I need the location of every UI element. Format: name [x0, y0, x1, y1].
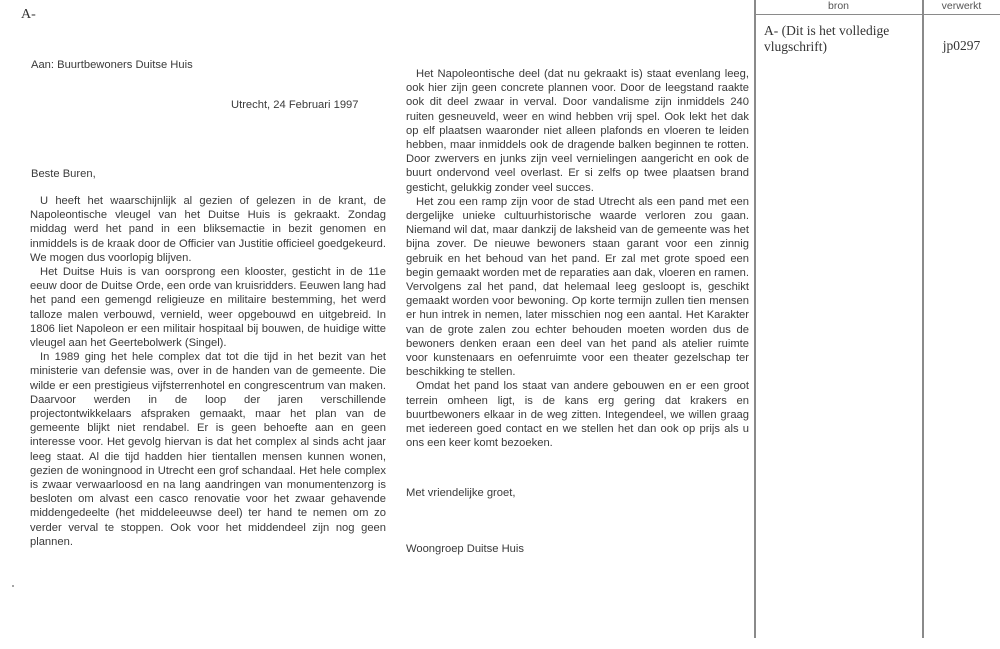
letter-column-left	[30, 194, 386, 549]
salutation: Beste Buren,	[31, 168, 96, 180]
table-divider-right	[922, 0, 924, 638]
paragraph: Het Napoleontische deel (dat nu gekraakt is) staat evenlang leeg, ook hier zijn geen concrete plannen voor. Door de leegstand raakte ook dit deel zwaar in verval. Door vandalisme zijn inmiddels 240 ruiten gesneuveld, weer en wind hebben vrij spel. Ook lekt het dak op elf plaatsen waaronder niet alleen plafonds en vloeren te leiden hebben, maar inmiddels ook de dragende balken beginnen te rotten. Door zwervers en junks zijn veel vernielingen aangericht en ook de buurt ondervond veel overlast. Er si zelfs op twee plaatsen brand gesticht, gelukkig zonder veel succes.	[406, 68, 749, 194]
recipient-line: Aan: Buurtbewoners Duitse Huis	[31, 59, 193, 71]
table-cell-verwerkt: jp0297	[942, 38, 981, 53]
paragraph: Omdat het pand los staat van andere gebouwen en er een groot terrein omheen ligt, is de kans erg gering dat krakers en buurtbewoners elkaar in de weg zitten. Integendeel, we willen graag met iedereen goed contact en we stellen het dan ook op prijs als u ons een keer komt bezoeken.	[406, 380, 749, 450]
paragraph: Het Duitse Huis is van oorsprong een klooster, gesticht in de 11e eeuw door de Duitse Orde, een orde van kruisridders. Eeuwen lang had het pand een gemengd religieuze en militaire bestemming, het werd talloze malen verbouwd, vernield, weer opgebouwd en uitgebreid. In 1806 liet Napoleon er een militair hospitaal bij bouwen, de huidige witte vleugel aan het Geertebolwerk (Singel).	[30, 266, 386, 350]
paragraph: In 1989 ging het hele complex dat tot die tijd in het bezit van het ministerie van defensie was, over in de handen van de gemeente. Die wilde er een prestigieus vijfsterrenhotel en congrescentrum van maken. Daarvoor werden in de loop der jaren verschillende projectontwikkelaars afspraken gemaakt, maar het plan van de gemeente blijkt niet rendabel. Er is geen behoefte aan en geen interesse voor. Het gevolg hiervan is dat het complex al sinds acht jaar leeg staat. Al die tijd hadden hier tientallen mensen kunnen wonen, gezien de woningnood in Utrecht een grof schandaal. Het hele complex is zwaar verwaarloosd en na lang aandringen van monumentenzorg is besloten om alvast een casco renovatie voor het zwaar gehavende middengedeelte (het middeleeuwse deel) ter hand te nemen om zo verder verval te stoppen. Ook voor het middendeel zijn nog geen plannen.	[30, 351, 386, 548]
paragraph: Het zou een ramp zijn voor de stad Utrecht als een pand met een dergelijke unieke cultuurhistorische waarde verloren zou gaan. Niemand wil dat, maar dankzij de laksheid van de gemeente was het bijna zover. De nieuwe bewoners staan garant voor een zinnig gebruik en het behoud van het pand. Er zal met grote spoed een begin gemaakt worden met de reparaties aan dak, vloeren en ramen. Vervolgens zal het pand, dat helemaal leeg gesloopt is, geschikt gemaakt worden voor bewoning. Op korte termijn zullen tien mensen er hun intrek in nemen, later misschien nog een aantal. Het Karakter van de grote zalen zou echter behouden moeten worden dus de bewoners denken eraan een deel van het pand als atelier ruimte voor kunstenaars en oefenruimte voor een theater gezelschap ter beschikking te stellen.	[406, 195, 749, 379]
table-divider-left	[754, 0, 756, 638]
paragraph: U heeft het waarschijnlijk al gezien of gelezen in de krant, de Napoleontische vleugel van het Duitse Huis is gekraakt. Zondag middag werd het pand in een bliksemactie in bezit genomen en inmiddels is de kraak door de Officier van Justitie officieel goedgekeurd. We mogen dus voorlopig blijven.	[30, 195, 386, 264]
scan-speck	[12, 585, 14, 587]
table-cell-bron: A- (Dit is het volledige vlugschrift)	[764, 23, 890, 54]
table-header-bron: bron	[827, 0, 849, 12]
table-header-verwerkt: verwerkt	[941, 0, 982, 12]
document-label: A-	[21, 7, 36, 22]
letter-column-right	[406, 67, 749, 450]
place-date: Utrecht, 24 Februari 1997	[231, 99, 359, 111]
table-header-divider	[755, 14, 1000, 15]
signature: Woongroep Duitse Huis	[406, 543, 524, 555]
closing: Met vriendelijke groet,	[406, 487, 516, 499]
